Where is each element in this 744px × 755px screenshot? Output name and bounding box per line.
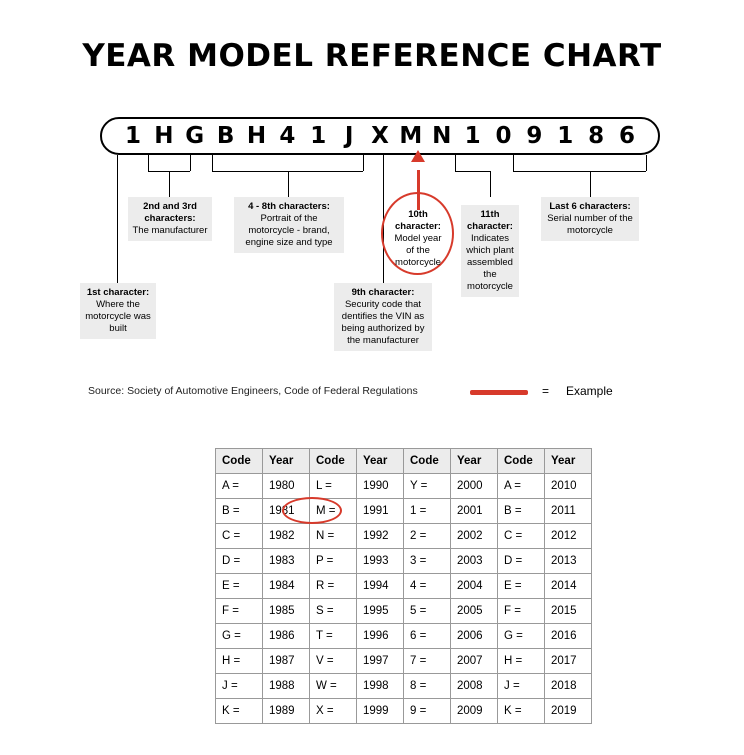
table-cell: 2005: [451, 599, 498, 624]
table-cell: 2014: [545, 574, 592, 599]
leader-line-last6-down: [590, 171, 591, 197]
table-cell: E =: [216, 574, 263, 599]
table-cell: S =: [310, 599, 357, 624]
vin-char: 1: [124, 123, 141, 149]
table-cell: 1980: [263, 474, 310, 499]
table-row: [216, 624, 592, 649]
table-cell: 2 =: [404, 524, 451, 549]
legend-example-bar-icon: [470, 390, 528, 395]
legend-example-label: Example: [566, 384, 613, 398]
table-cell: 8 =: [404, 674, 451, 699]
table-cell: 1993: [357, 549, 404, 574]
vin-char: 9: [526, 123, 543, 149]
table-row: [216, 649, 592, 674]
leader-line-second-third-down: [169, 171, 170, 197]
table-header-cell: Code: [310, 449, 357, 474]
table-cell: 1998: [357, 674, 404, 699]
table-row: [216, 499, 592, 524]
table-cell: J =: [498, 674, 545, 699]
table-cell: 2008: [451, 674, 498, 699]
callout-body: Portrait of the motorcycle - brand, engine size and type: [245, 213, 333, 248]
table-row: [216, 549, 592, 574]
vin-char: H: [154, 123, 174, 149]
callout-fourth-eighth-characters: [234, 197, 344, 253]
leader-line-third: [190, 155, 191, 171]
table-cell: F =: [498, 599, 545, 624]
table-cell: H =: [498, 649, 545, 674]
table-cell: A =: [498, 474, 545, 499]
callout-body: Security code that dentifies the VIN as being authorized by the manufacturer: [341, 299, 425, 346]
vin-char: G: [185, 123, 205, 149]
leader-line-fourth: [212, 155, 213, 171]
table-cell-highlighted: 1991: [357, 499, 404, 524]
table-cell: N =: [310, 524, 357, 549]
table-cell: 2002: [451, 524, 498, 549]
table-cell: K =: [498, 699, 545, 724]
table-cell: 1989: [263, 699, 310, 724]
table-cell: X =: [310, 699, 357, 724]
leader-line-eleventh-down: [490, 171, 491, 197]
table-row: [216, 474, 592, 499]
table-cell: 2011: [545, 499, 592, 524]
table-cell: 1994: [357, 574, 404, 599]
table-cell: 2004: [451, 574, 498, 599]
table-cell: 2015: [545, 599, 592, 624]
callout-body: The manufacturer: [132, 225, 208, 236]
table-cell: 1990: [357, 474, 404, 499]
vin-char: X: [371, 123, 389, 149]
callout-heading: 10th character:: [395, 209, 441, 232]
table-cell: 2016: [545, 624, 592, 649]
callout-second-third-characters: [128, 197, 212, 241]
leader-line-first-down: [117, 171, 118, 285]
callout-heading: 1st character:: [86, 287, 150, 298]
table-cell: 3 =: [404, 549, 451, 574]
table-header-cell: Year: [263, 449, 310, 474]
callout-body: Indicates which plant assembled the motorcycle: [466, 233, 514, 292]
leader-bracket-last6: [513, 171, 646, 172]
vin-char: B: [216, 123, 235, 149]
table-header-cell: Code: [404, 449, 451, 474]
table-cell: 6 =: [404, 624, 451, 649]
leader-line-second: [148, 155, 149, 171]
table-cell: V =: [310, 649, 357, 674]
vin-char: 0: [495, 123, 512, 149]
leader-line-last6-start: [513, 155, 514, 171]
table-cell: 1982: [263, 524, 310, 549]
callout-heading: 9th character:: [351, 287, 415, 298]
vin-char: 1: [310, 123, 327, 149]
table-cell: T =: [310, 624, 357, 649]
table-cell: L =: [310, 474, 357, 499]
table-cell: 2012: [545, 524, 592, 549]
table-cell: 1985: [263, 599, 310, 624]
leader-line-fourth-eighth-down: [288, 171, 289, 197]
callout-last-six-characters: [541, 197, 639, 241]
vin-char: 1: [464, 123, 481, 149]
table-cell: H =: [216, 649, 263, 674]
table-cell: 1997: [357, 649, 404, 674]
table-row: [216, 599, 592, 624]
table-cell: C =: [498, 524, 545, 549]
callout-eleventh-character: [461, 205, 519, 297]
vin-char: 4: [279, 123, 296, 149]
legend-equals-sign: =: [542, 384, 550, 398]
table-cell: 2003: [451, 549, 498, 574]
year-code-table: [215, 448, 592, 724]
leader-bracket-eleventh: [455, 171, 490, 172]
table-cell: 1981: [263, 499, 310, 524]
table-header-cell: Code: [216, 449, 263, 474]
vin-char: J: [344, 123, 354, 149]
table-cell: 2018: [545, 674, 592, 699]
table-cell: P =: [310, 549, 357, 574]
callout-body: Serial number of the motorcycle: [547, 213, 633, 236]
table-header-cell: Year: [357, 449, 404, 474]
table-cell: 1984: [263, 574, 310, 599]
table-cell: 5 =: [404, 599, 451, 624]
table-cell: E =: [498, 574, 545, 599]
vin-char: H: [246, 123, 267, 149]
table-cell: 2013: [545, 549, 592, 574]
callout-body: Where the motorcycle was built: [85, 299, 151, 334]
table-cell: 1987: [263, 649, 310, 674]
table-cell: 1996: [357, 624, 404, 649]
table-cell: Y =: [404, 474, 451, 499]
table-cell: G =: [498, 624, 545, 649]
table-header-cell: Code: [498, 449, 545, 474]
table-cell: K =: [216, 699, 263, 724]
table-cell: J =: [216, 674, 263, 699]
table-cell: 1988: [263, 674, 310, 699]
table-cell: 9 =: [404, 699, 451, 724]
vin-char: 8: [588, 123, 605, 149]
table-cell: B =: [216, 499, 263, 524]
table-cell: 1983: [263, 549, 310, 574]
vin-char: 6: [618, 123, 635, 149]
table-cell: D =: [498, 549, 545, 574]
table-cell: C =: [216, 524, 263, 549]
table-header-row: [216, 449, 592, 474]
vin-char: 1: [557, 123, 574, 149]
vin-number-box: [100, 117, 660, 155]
table-cell: 4 =: [404, 574, 451, 599]
source-note: Source: Society of Automotive Engineers, Code of Federal Regulations: [88, 385, 418, 397]
table-row: [216, 574, 592, 599]
callout-heading: 2nd and 3rd characters:: [143, 201, 197, 224]
table-cell: 1 =: [404, 499, 451, 524]
callout-ninth-character: [334, 283, 432, 351]
table-header-cell: Year: [451, 449, 498, 474]
table-cell: 1999: [357, 699, 404, 724]
table-cell: G =: [216, 624, 263, 649]
leader-line-first: [117, 155, 118, 171]
leader-line-eleventh: [455, 155, 456, 171]
vin-char-tenth: M: [399, 123, 423, 149]
leader-line-last6-end: [646, 155, 647, 171]
callout-first-character: [80, 283, 156, 339]
table-cell: 2010: [545, 474, 592, 499]
table-cell-highlighted: M =: [310, 499, 357, 524]
table-cell: 2006: [451, 624, 498, 649]
table-row: [216, 674, 592, 699]
table-cell: 2009: [451, 699, 498, 724]
table-cell: F =: [216, 599, 263, 624]
table-cell: R =: [310, 574, 357, 599]
leader-line-eighth: [363, 155, 364, 171]
vin-char: N: [432, 123, 452, 149]
table-cell: 2001: [451, 499, 498, 524]
table-cell: 2019: [545, 699, 592, 724]
table-cell: 1986: [263, 624, 310, 649]
table-cell: 2007: [451, 649, 498, 674]
table-row: [216, 524, 592, 549]
table-cell: D =: [216, 549, 263, 574]
callout-heading: 4 - 8th characters:: [248, 201, 330, 212]
page-title: YEAR MODEL REFERENCE CHART: [82, 38, 662, 74]
table-cell: A =: [216, 474, 263, 499]
table-header-cell: Year: [545, 449, 592, 474]
callout-heading: 11th character:: [467, 209, 513, 232]
table-cell: 7 =: [404, 649, 451, 674]
table-cell: 1992: [357, 524, 404, 549]
callout-heading: Last 6 characters:: [549, 201, 631, 212]
table-cell: 1995: [357, 599, 404, 624]
table-row: [216, 699, 592, 724]
table-cell: W =: [310, 674, 357, 699]
red-arrow-head-icon: [411, 150, 425, 162]
table-cell: 2000: [451, 474, 498, 499]
table-cell: 2017: [545, 649, 592, 674]
callout-tenth-character: [387, 205, 449, 273]
callout-body: Model year of the motorcycle: [394, 233, 442, 268]
table-cell: B =: [498, 499, 545, 524]
